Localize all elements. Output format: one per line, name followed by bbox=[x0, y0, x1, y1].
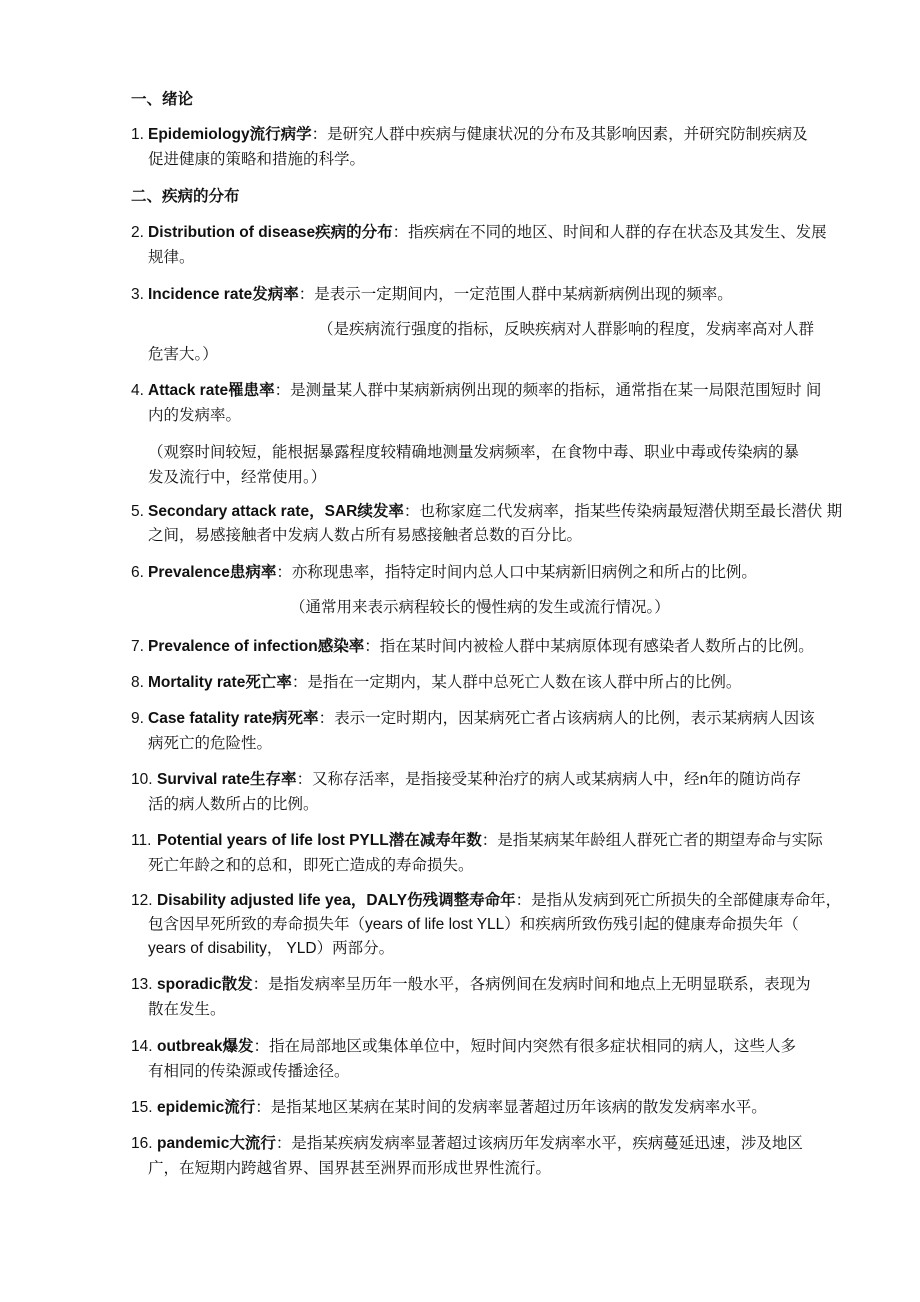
item-term: Secondary attack rate，SAR续发率 bbox=[148, 503, 404, 520]
definition-line-first bbox=[131, 709, 815, 729]
item-term: Mortality rate死亡率 bbox=[148, 674, 292, 691]
item-definition: ：指疾病在不同的地区、时间和人群的存在状态及其发生、发展 bbox=[392, 224, 827, 241]
item-definition: ：是研究人群中疾病与健康状况的分布及其影响因素，并研究防制疾病及 bbox=[311, 126, 808, 143]
definition-line-first bbox=[131, 285, 733, 305]
item-definition: ：是指从发病到死亡所损失的全部健康寿命年， bbox=[515, 892, 842, 909]
item-term: Disability adjusted life yea，DALY伤残调整寿命年 bbox=[157, 892, 516, 909]
item-number: 1. bbox=[131, 126, 144, 143]
item-definition: ：是表示一定期间内，一定范围人群中某病新病例出现的频率。 bbox=[298, 286, 733, 303]
definition-line: 散在发生。 bbox=[148, 1001, 226, 1018]
item-term: Attack rate罹患率 bbox=[148, 382, 275, 399]
item-number: 5. bbox=[131, 503, 144, 520]
item-number: 2. bbox=[131, 224, 144, 241]
item-number: 14. bbox=[131, 1038, 153, 1055]
item-note: （观察时间较短，能根据暴露程度较精确地测量发病频率，在食物中毒、职业中毒或传染病的暴 bbox=[148, 444, 800, 461]
item-term: Survival rate生存率 bbox=[157, 771, 297, 788]
item-number: 8. bbox=[131, 674, 144, 691]
definition-line-first bbox=[131, 502, 842, 522]
item-definition: ：指在某时间内被检人群中某病原体现有感染者人数所占的比例。 bbox=[364, 638, 814, 655]
item-definition: ：亦称现患率，指特定时间内总人口中某病新旧病例之和所占的比例。 bbox=[276, 564, 757, 581]
definition-line-first bbox=[131, 1134, 803, 1154]
item-definition: ：是指在一定期内，某人群中总死亡人数在该人群中所占的比例。 bbox=[291, 674, 742, 691]
definition-line: 有相同的传染源或传播途径。 bbox=[148, 1063, 350, 1080]
item-term: Case fatality rate病死率 bbox=[148, 710, 319, 727]
item-definition: ：也称家庭二代发病率，指某些传染病最短潜伏期至最长潜伏 期 bbox=[403, 503, 843, 520]
definition-line: 之间，易感接触者中发病人数占所有易感接触者总数的百分比。 bbox=[148, 527, 583, 544]
definition-line-first bbox=[131, 381, 821, 401]
item-note: （是疾病流行强度的指标，反映疾病对人群影响的程度，发病率高对人群 bbox=[318, 321, 815, 338]
item-definition: ：又称存活率，是指接受某种治疗的病人或某病病人中，经n年的随访尚存 bbox=[296, 771, 802, 788]
item-definition: ：表示一定时期内，因某病死亡者占该病病人的比例，表示某病病人因该 bbox=[318, 710, 815, 727]
item-term: Distribution of disease疾病的分布 bbox=[148, 224, 393, 241]
item-number: 16. bbox=[131, 1135, 153, 1152]
definition-line: 促进健康的策略和措施的科学。 bbox=[148, 151, 366, 168]
item-definition: ：是指某疾病发病率显著超过该病历年发病率水平，疾病蔓延迅速，涉及地区 bbox=[275, 1135, 803, 1152]
item-definition: ：是测量某人群中某病新病例出现的频率的指标，通常指在某一局限范围短时 间 bbox=[274, 382, 822, 399]
item-term: Prevalence of infection感染率 bbox=[148, 638, 365, 655]
item-term: Incidence rate发病率 bbox=[148, 286, 299, 303]
item-term: outbreak爆发 bbox=[157, 1038, 254, 1055]
definition-line-first bbox=[131, 891, 841, 911]
definition-line: 包含因早死所致的寿命损失年（years of life lost YLL）和疾病所致伤残引起的健康寿命损失年（ bbox=[148, 916, 799, 933]
item-number: 13. bbox=[131, 976, 153, 993]
definition-line-first bbox=[131, 1098, 767, 1118]
definition-line: 活的病人数所占的比例。 bbox=[148, 796, 319, 813]
definition-line-first bbox=[131, 223, 827, 243]
definition-line-first bbox=[131, 637, 814, 657]
item-term: Potential years of life lost PYLL潜在减寿年数 bbox=[157, 832, 482, 849]
definition-line: 内的发病率。 bbox=[148, 407, 242, 424]
item-number: 12. bbox=[131, 892, 153, 909]
definition-line-first bbox=[131, 770, 801, 790]
item-number: 7. bbox=[131, 638, 144, 655]
definition-line-first bbox=[131, 563, 757, 583]
item-note: 发及流行中，经常使用。） bbox=[148, 469, 327, 486]
item-number: 6. bbox=[131, 564, 144, 581]
definition-line: 病死亡的危险性。 bbox=[148, 735, 273, 752]
item-term: pandemic大流行 bbox=[157, 1135, 276, 1152]
item-note: 危害大。） bbox=[148, 346, 218, 363]
item-note: （通常用来表示病程较长的慢性病的发生或流行情况。） bbox=[290, 599, 670, 616]
item-term: sporadic散发 bbox=[157, 976, 253, 993]
definition-line-first bbox=[131, 831, 823, 851]
item-number: 11. bbox=[131, 832, 152, 849]
item-definition: ：指在局部地区或集体单位中，短时间内突然有很多症状相同的病人，这些人多 bbox=[253, 1038, 796, 1055]
item-term: Epidemiology流行病学 bbox=[148, 126, 312, 143]
section-heading: 二、疾病的分布 bbox=[131, 188, 240, 205]
item-number: 3. bbox=[131, 286, 144, 303]
item-definition: ：是指某地区某病在某时间的发病率显著超过历年该病的散发发病率水平。 bbox=[255, 1099, 767, 1116]
item-term: epidemic流行 bbox=[157, 1099, 256, 1116]
definition-line-first bbox=[131, 673, 741, 693]
definition-line: 规律。 bbox=[148, 249, 195, 266]
item-number: 10. bbox=[131, 771, 153, 788]
definition-line-first bbox=[131, 1037, 796, 1057]
item-term: Prevalence患病率 bbox=[148, 564, 277, 581]
item-number: 9. bbox=[131, 710, 144, 727]
definition-line-first bbox=[131, 975, 811, 995]
section-heading: 一、绪论 bbox=[131, 91, 194, 108]
item-definition: ：是指某病某年龄组人群死亡者的期望寿命与实际 bbox=[481, 832, 823, 849]
item-number: 15. bbox=[131, 1099, 153, 1116]
item-number: 4. bbox=[131, 382, 144, 399]
definition-line: 死亡年龄之和的总和，即死亡造成的寿命损失。 bbox=[148, 857, 474, 874]
definition-line: 广，在短期内跨越省界、国界甚至洲界而形成世界性流行。 bbox=[148, 1160, 552, 1177]
item-definition: ：是指发病率呈历年一般水平，各病例间在发病时间和地点上无明显联系，表现为 bbox=[252, 976, 811, 993]
definition-line: years of disability， YLD）两部分。 bbox=[148, 940, 395, 957]
definition-line-first bbox=[131, 125, 808, 145]
